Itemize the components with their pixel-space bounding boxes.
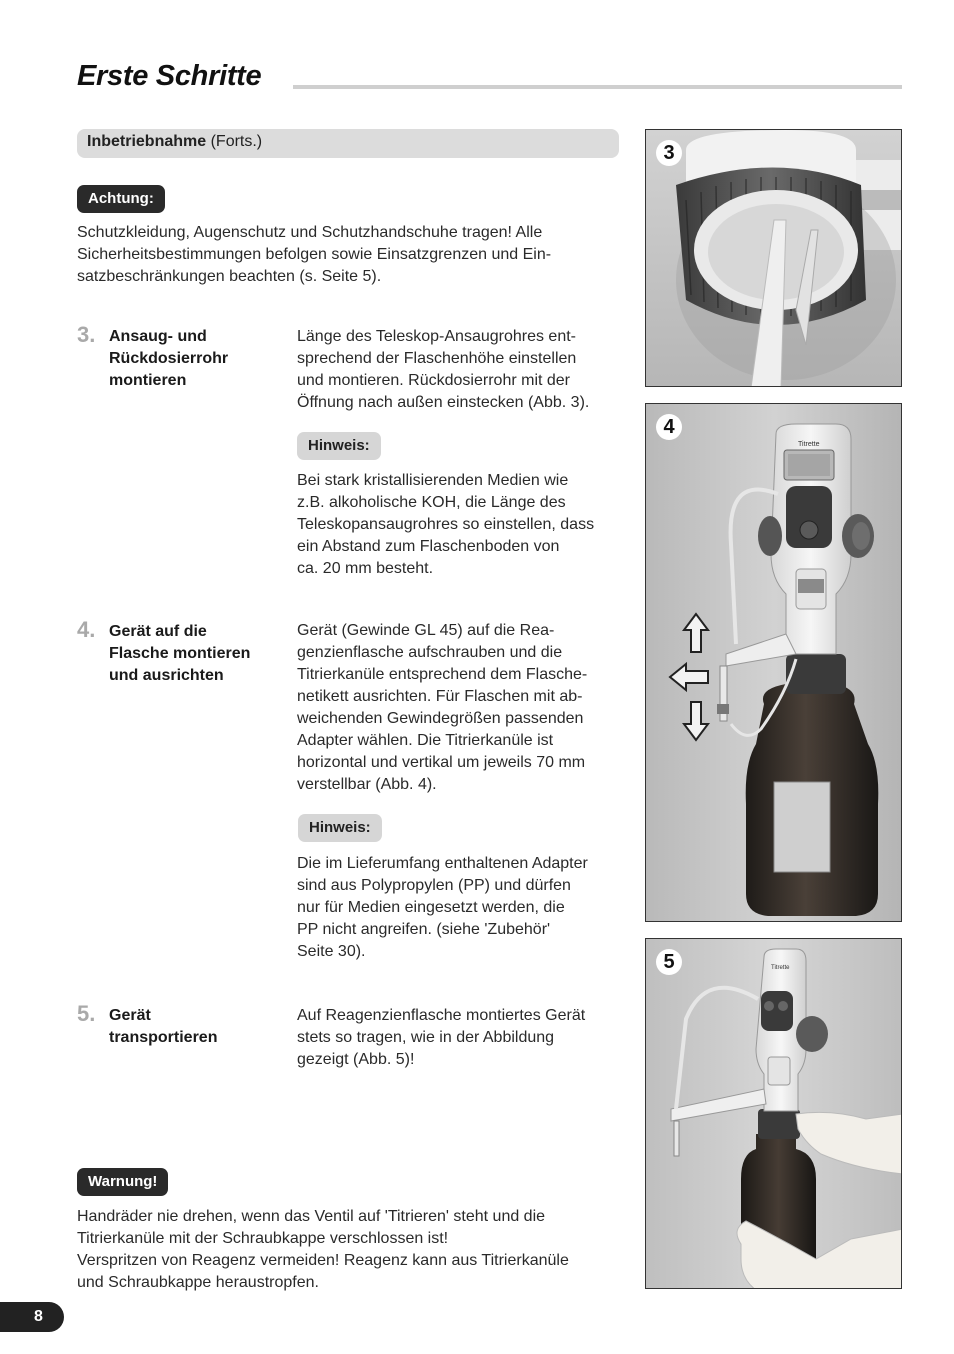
figure-3 [645,129,902,387]
hint-line: Teleskopansaugrohres so einstellen, dass [297,516,595,533]
step-text-line: genzienflasche aufschrauben und die [297,644,563,661]
achtung-text [77,222,551,288]
step-5-title [109,1005,217,1049]
step-4-title [109,621,250,687]
step-3-title [109,326,228,392]
step-title-line: Gerät [109,1007,151,1024]
step-4-hint-badge: Hinweis: [298,814,382,842]
achtung-line: Sicherheitsbestimmungen befolgen sowie Einsatzgrenzen und Ein- [77,246,552,263]
step-text-line: Adapter wählen. Die Titrierkanüle ist [297,732,554,749]
hint-line: Seite 30). [297,943,366,960]
step-text-line: netikett ausrichten. Für Flaschen mit ab- [297,688,583,705]
step-5-number: 5. [77,1001,96,1026]
step-text-line: und montieren. Rückdosierrohr mit der [297,372,571,389]
page-number: 8 [0,1302,64,1332]
step-title-line: Gerät auf die [109,623,207,640]
step-title-line: Flasche montieren [109,645,251,662]
step-text-line: stets so tragen, wie in der Abbildung [297,1029,555,1046]
step-text-line: gezeigt (Abb. 5)! [297,1051,415,1068]
step-title-line: transportieren [109,1029,218,1046]
section-title: Inbetriebnahme [87,133,207,150]
bottle-cap-with-intake-tube-photo [646,130,902,387]
hint-line: PP nicht angreifen. (siehe 'Zubehör' [297,921,551,938]
section-bar [77,129,619,158]
step-text-line: Auf Reagenzienflasche montiertes Gerät [297,1007,586,1024]
figure-5-label: 5 [656,949,682,975]
achtung-line: Schutzkleidung, Augenschutz und Schutzhandschuhe tragen! Alle [77,224,543,241]
step-text-line: Öffnung nach außen einstecken (Abb. 3). [297,394,590,411]
warnung-line: und Schraubkappe heraustropfen. [77,1274,319,1291]
step-4-hint-text [297,853,588,963]
warnung-line: Titrierkanüle mit der Schraubkappe verschlossen ist! [77,1230,449,1247]
step-4-text [297,620,587,796]
hint-line: nur für Medien eingesetzt werden, die [297,899,565,916]
title-rule [293,85,902,89]
hint-line: sind aus Polypropylen (PP) und dürfen [297,877,571,894]
titrette-on-bottle-photo [646,404,902,922]
hint-line: ein Abstand zum Flaschenboden von [297,538,560,555]
figure-3-label: 3 [656,140,682,166]
figure-4-label: 4 [656,414,682,440]
figure-5 [645,938,902,1289]
step-title-line: und ausrichten [109,667,224,684]
warnung-line: Verspritzen von Reagenz vermeiden! Reagenz kann aus Titrierkanüle [77,1252,569,1269]
achtung-badge: Achtung: [77,185,165,213]
step-3-hint-badge: Hinweis: [297,432,381,460]
step-3-number: 3. [77,322,96,347]
hint-line: Die im Lieferumfang enthaltenen Adapter [297,855,588,872]
warnung-badge: Warnung! [77,1168,168,1196]
step-text-line: verstellbar (Abb. 4). [297,776,437,793]
section-subtitle: (Forts.) [206,133,263,150]
device-brand: Titrette [798,441,820,448]
step-4-number: 4. [77,617,96,642]
warnung-line: Handräder nie drehen, wenn das Ventil auf 'Titrieren' steht und die [77,1208,546,1225]
step-text-line: Titrierkanüle entsprechend dem Flasche- [297,666,588,683]
step-5-text [297,1005,585,1071]
hint-line: z.B. alkoholische KOH, die Länge des [297,494,566,511]
step-text-line: weichenden Gewindegrößen passenden [297,710,584,727]
step-text-line: Länge des Teleskop-Ansaugrohres ent- [297,328,576,345]
achtung-line: satzbeschränkungen beachten (s. Seite 5). [77,268,382,285]
step-title-line: montieren [109,372,187,389]
device-small-label: Titrette [771,965,790,971]
hint-line: Bei stark kristallisierenden Medien wie [297,472,569,489]
step-3-text [297,326,589,414]
figure-4 [645,403,902,922]
step-3-hint-text [297,470,594,580]
hint-line: ca. 20 mm besteht. [297,560,434,577]
carrying-titrette-photo [646,939,902,1289]
step-text-line: Gerät (Gewinde GL 45) auf die Rea- [297,622,555,639]
step-text-line: horizontal und vertikal um jeweils 70 mm [297,754,586,771]
step-text-line: sprechend der Flaschenhöhe einstellen [297,350,577,367]
page-title: Erste Schritte [77,60,262,92]
warnung-text [77,1206,569,1294]
step-title-line: Ansaug- und [109,328,207,345]
step-title-line: Rückdosierrohr [109,350,229,367]
